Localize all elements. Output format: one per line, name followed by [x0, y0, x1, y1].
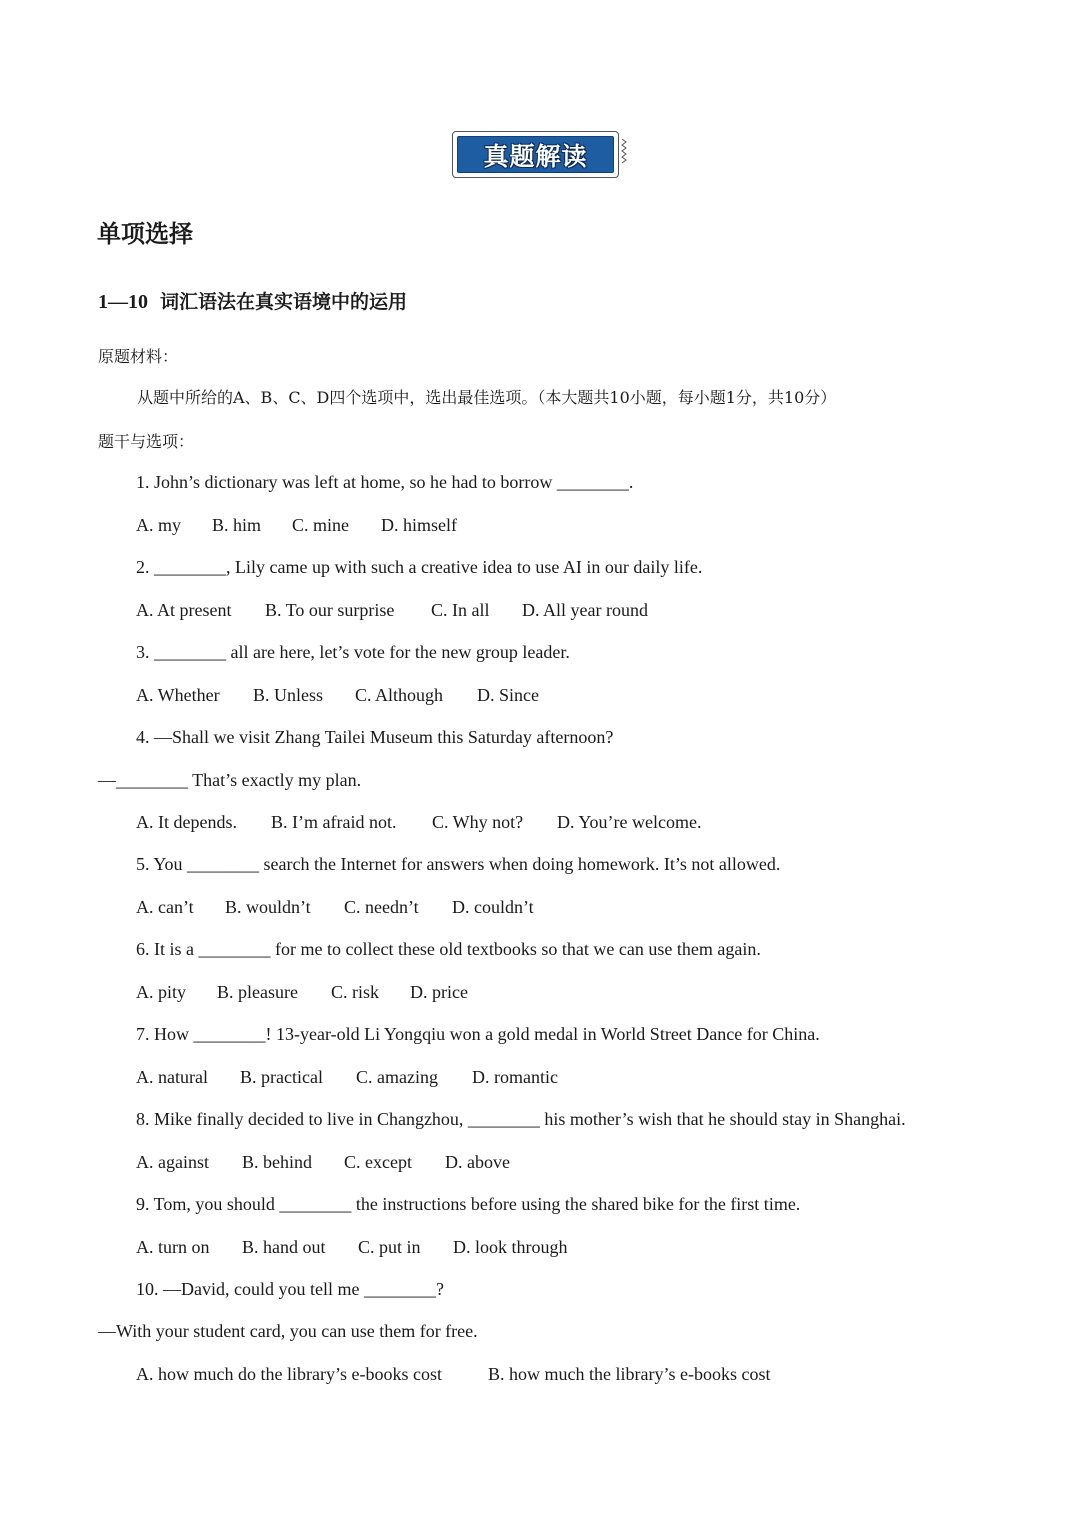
option-a: A. how much do the library’s e-books cost [136, 1364, 442, 1384]
badge-frame [452, 131, 619, 178]
question-2-stem: 2. ________, Lily came up with such a creative idea to use AI in our daily life. [136, 557, 703, 577]
option-d: D. himself [381, 515, 457, 535]
option-a: A. It depends. [136, 812, 237, 832]
option-c: C. Why not? [432, 812, 524, 832]
subsection-number: 1—10 [98, 291, 148, 313]
option-a: A. can’t [136, 897, 194, 917]
option-d: D. Since [477, 685, 539, 705]
option-a: A. against [136, 1152, 209, 1172]
zigzag-decoration-icon [620, 139, 628, 165]
option-a: A. natural [136, 1067, 208, 1087]
option-b: B. I’m afraid not. [271, 812, 397, 832]
option-b: B. pleasure [217, 982, 298, 1002]
question-1-stem: 1. John’s dictionary was left at home, so he had to borrow ________. [136, 472, 634, 492]
option-d: D. All year round [522, 600, 648, 620]
option-b: B. how much the library’s e-books cost [488, 1364, 771, 1384]
question-5-options [136, 897, 534, 918]
question-6-stem: 6. It is a ________ for me to collect these old textbooks so that we can use them again. [136, 939, 761, 959]
question-10-options [136, 1364, 770, 1385]
question-3-options [136, 685, 539, 706]
option-c: C. mine [292, 515, 349, 535]
option-b: B. Unless [253, 685, 324, 705]
stem-label: 题干与选项： [98, 432, 195, 451]
question-10-reply: —With your student card, you can use them for free. [98, 1321, 478, 1341]
section-badge [452, 131, 630, 180]
option-b: B. behind [242, 1152, 312, 1172]
option-c: C. put in [358, 1237, 421, 1257]
subsection-heading [98, 287, 407, 314]
badge-title: 真题解读 [457, 136, 614, 173]
option-c: C. except [344, 1152, 412, 1172]
question-7-stem: 7. How ________! 13-year-old Li Yongqiu won a gold medal in World Street Dance for China. [136, 1024, 820, 1044]
question-5-stem: 5. You ________ search the Internet for answers when doing homework. It’s not allowed. [136, 854, 781, 874]
option-d: D. look through [453, 1237, 568, 1257]
option-c: C. needn’t [344, 897, 419, 917]
option-c: C. risk [331, 982, 380, 1002]
material-label: 原题材料： [98, 347, 179, 366]
question-7-options [136, 1067, 558, 1088]
option-d: D. above [445, 1152, 510, 1172]
question-3-stem: 3. ________ all are here, let’s vote for the new group leader. [136, 642, 570, 662]
option-a: A. turn on [136, 1237, 210, 1257]
question-1-options [136, 515, 457, 536]
option-d: D. You’re welcome. [557, 812, 702, 832]
option-c: C. amazing [356, 1067, 438, 1087]
question-4-reply: —________ That’s exactly my plan. [98, 770, 362, 790]
option-b: B. him [212, 515, 262, 535]
option-a: A. my [136, 515, 181, 535]
question-2-options [136, 600, 648, 621]
option-d: D. couldn’t [452, 897, 534, 917]
option-c: C. In all [431, 600, 490, 620]
option-a: A. Whether [136, 685, 220, 705]
option-a: A. pity [136, 982, 187, 1002]
question-8-stem: 8. Mike finally decided to live in Changzhou, ________ his mother’s wish that he should stay in Shanghai. [136, 1109, 906, 1129]
option-b: B. practical [240, 1067, 323, 1087]
question-6-options [136, 982, 468, 1003]
option-b: B. To our surprise [265, 600, 395, 620]
subsection-title: 词汇语法在真实语境中的运用 [160, 291, 408, 313]
option-c: C. Although [355, 685, 444, 705]
instructions: 从题中所给的A、B、C、D四个选项中，选出最佳选项。（本大题共10小题，每小题1分，共10分） [137, 388, 837, 407]
option-d: D. price [410, 982, 468, 1002]
question-9-options [136, 1237, 568, 1258]
question-10-stem: 10. —David, could you tell me ________? [136, 1279, 444, 1299]
option-b: B. wouldn’t [225, 897, 311, 917]
question-4-stem: 4. —Shall we visit Zhang Tailei Museum this Saturday afternoon? [136, 727, 614, 747]
section-title: 单项选择 [97, 220, 193, 248]
option-d: D. romantic [472, 1067, 558, 1087]
option-b: B. hand out [242, 1237, 326, 1257]
question-4-options [136, 812, 701, 833]
question-8-options [136, 1152, 510, 1173]
question-9-stem: 9. Tom, you should ________ the instructions before using the shared bike for the first time. [136, 1194, 801, 1214]
option-a: A. At present [136, 600, 232, 620]
